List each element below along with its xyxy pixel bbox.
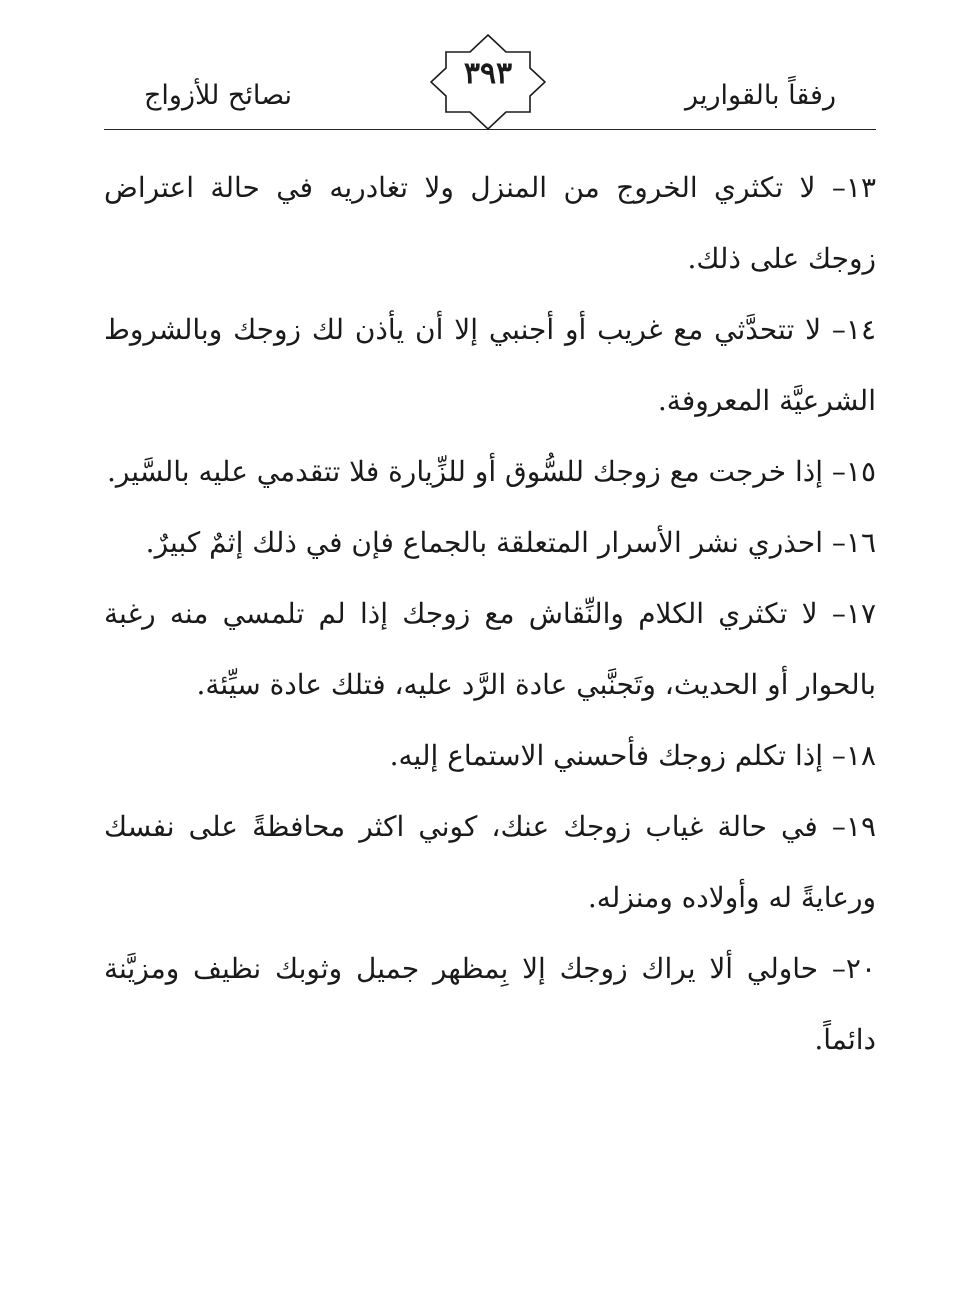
advice-list — [104, 152, 876, 1075]
advice-item-18: ١٨– إذا تكلم زوجك فأحسني الاستماع إليه. — [389, 739, 876, 772]
advice-item-20: ٢٠– حاولي ألا يراك زوجك إلا بِمظهر جميل وثوبك نظيف ومزيَّنة دائماً. — [104, 952, 876, 1056]
page-header — [104, 30, 876, 130]
advice-item-15: ١٥– إذا خرجت مع زوجك للسُّوق أو للزِّيارة فلا تتقدمي عليه بالسَّير. — [106, 455, 876, 488]
advice-item-14: ١٤– لا تتحدَّثي مع غريب أو أجنبي إلا أن يأذن لك زوجك وبالشروط الشرعيَّة المعروفة. — [104, 313, 876, 417]
advice-item-13: ١٣– لا تكثري الخروج من المنزل ولا تغادريه في حالة اعتراض زوجك على ذلك. — [104, 171, 876, 275]
header-divider — [104, 129, 876, 130]
chapter-title: نصائح للأزواج — [144, 80, 293, 111]
book-title: رفقاً بالقوارير — [685, 80, 836, 111]
advice-item-16: ١٦– احذري نشر الأسرار المتعلقة بالجماع فإن في ذلك إثمٌ كبيرٌ. — [145, 526, 876, 559]
page-number-badge — [430, 34, 546, 130]
page-number: ٣٩٣ — [463, 56, 513, 91]
advice-item-19: ١٩– في حالة غياب زوجك عنك، كوني اكثر محافظةً على نفسك ورعايةً له وأولاده ومنزله. — [104, 810, 876, 914]
advice-item-17: ١٧– لا تكثري الكلام والنِّقاش مع زوجك إذا لم تلمسي منه رغبة بالحوار أو الحديث، وتَجنَّبي عادة الرَّد عليه، فتلك عادة سيِّئة. — [104, 597, 876, 701]
